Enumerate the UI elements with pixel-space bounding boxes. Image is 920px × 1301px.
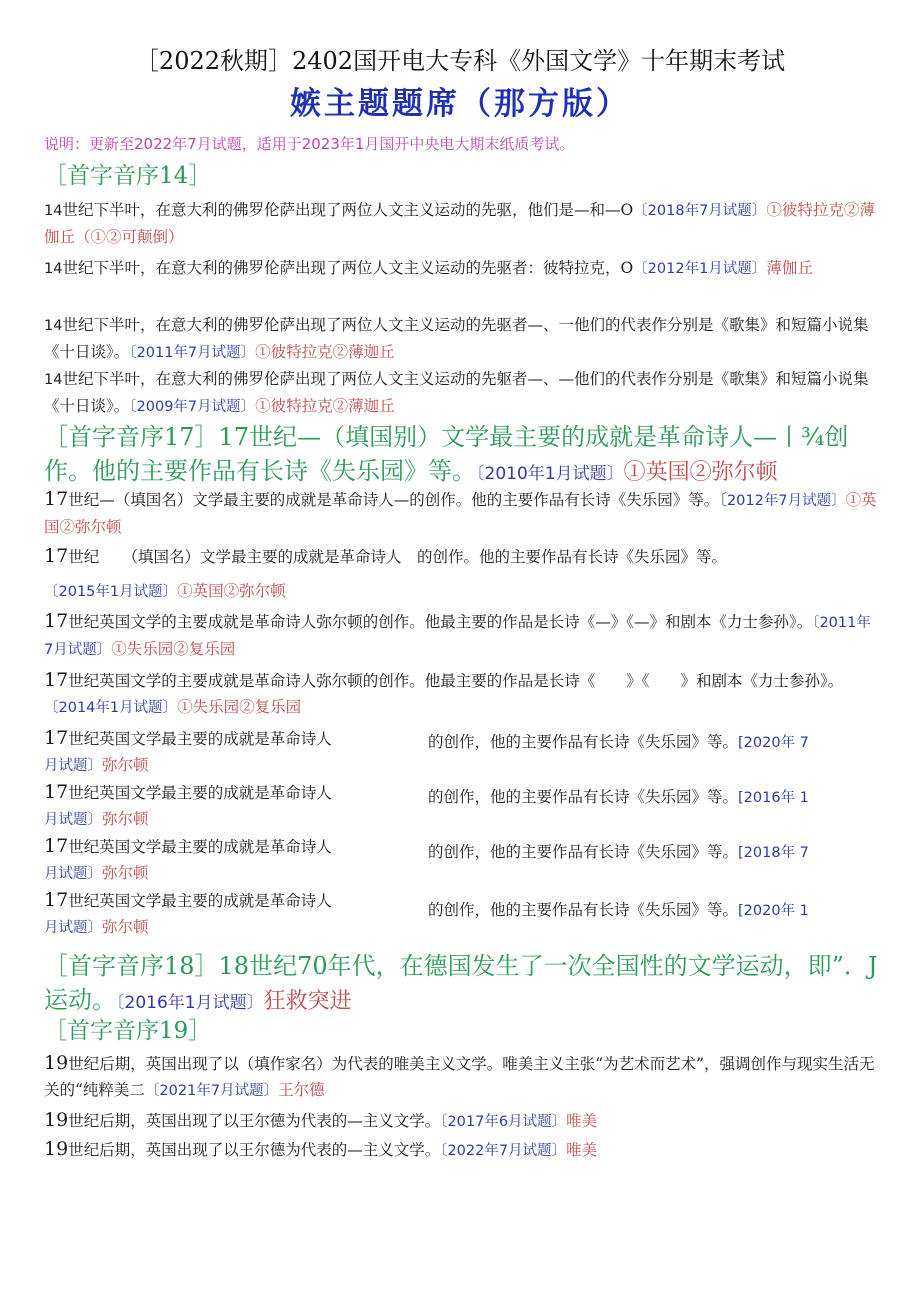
- question-number: 17: [44, 669, 69, 691]
- question-17-7-right: [428, 839, 809, 866]
- question-source: 〔2018年7月试题〕: [633, 203, 767, 219]
- question-answer: 弥尔顿: [102, 918, 149, 936]
- question-number: 19: [44, 1052, 69, 1074]
- question-source: 月试题〕: [44, 758, 102, 774]
- question-text: 世纪后期，英国出现了以王尔德为代表的—主义文学。: [68, 1112, 441, 1130]
- question-17-7-left: [44, 833, 404, 887]
- question-answer: 王尔德: [278, 1081, 325, 1099]
- question-14-3: [44, 312, 880, 366]
- question-answer: ①失乐园②复乐园: [111, 640, 236, 658]
- question-number: 17: [44, 610, 69, 632]
- question-19-1: [44, 1050, 880, 1104]
- question-text: 世纪英国文学最主要的成就是革命诗人: [68, 838, 332, 856]
- question-text: 世纪 （填国名）文学最主要的成就是革命诗人 的创作。他的主要作品有长诗《失乐园》等。: [68, 548, 727, 566]
- question-source: 〔2015年1月试题〕: [44, 584, 178, 600]
- question-text: 世纪英国文学最主要的成就是革命诗人: [68, 892, 332, 910]
- question-source: 〔2012年1月试题〕: [633, 261, 767, 277]
- question-source: 〔2014年1月试题〕: [44, 700, 178, 716]
- question-17-1: [44, 486, 880, 540]
- question-number: 14: [44, 318, 63, 334]
- question-14-2: [44, 255, 880, 282]
- question-answer: ①英国②弥尔顿: [177, 582, 286, 600]
- question-answer: ①英国②弥尔顿: [44, 491, 877, 536]
- question-17-5-left: [44, 725, 404, 779]
- question-number: 19: [44, 1109, 69, 1131]
- question-17-3: [44, 608, 880, 663]
- heading-answer: 狂救突进: [263, 989, 352, 1014]
- question-text: 世纪下半叶，在意大利的佛罗伦萨出现了两位人文主义运动的先驱，他们是—和—O: [62, 201, 634, 219]
- question-answer: 唯美: [566, 1141, 598, 1159]
- document-title: ［2022秋期］2402国开电大专科《外国文学》十年期末考试: [134, 47, 786, 75]
- question-text: 的创作，他的主要作品有长诗《失乐园》等。: [428, 788, 739, 806]
- question-text: 世纪后期，英国出现了以王尔德为代表的—主义文学。: [68, 1141, 441, 1159]
- document-subtitle: 嫉主题题席（那方版）: [290, 86, 630, 122]
- question-17-6-right: [428, 784, 809, 811]
- question-17-5-right: [428, 729, 809, 756]
- heading-answer: ①英国②弥尔顿: [623, 460, 778, 485]
- question-number: 19: [44, 1138, 69, 1160]
- question-text: 世纪英国文学的主要成就是革命诗人弥尔顿的创作。他最主要的作品是长诗《—》《—》和剧本《力士参孙》。: [68, 613, 813, 631]
- heading-text: ［首字音序18］18世纪70年代，在德国发生了一次全国性的文学运动，即”．J运动。: [44, 952, 878, 1014]
- question-source: 月试题〕: [44, 866, 102, 882]
- section-heading-17: [44, 420, 884, 491]
- question-number: 17: [44, 545, 69, 567]
- question-number: 14: [44, 372, 63, 388]
- section-heading-19: ［首字音序19］: [44, 1018, 212, 1044]
- question-number: 14: [44, 261, 63, 277]
- question-answer: ①彼特拉克②薄迦丘: [255, 343, 395, 361]
- question-answer: 薄伽丘: [766, 259, 813, 277]
- question-source: 〔2011年7月试题〕: [129, 345, 256, 361]
- question-number: 17: [44, 781, 69, 803]
- document-note: 说明：更新至2022年7月试题，适用于2023年1月国开中央电大期末纸质考试。: [44, 135, 575, 153]
- question-text: 的创作，他的主要作品有长诗《失乐园》等。: [428, 733, 739, 751]
- question-text: 世纪下半叶，在意大利的佛罗伦萨出现了两位人文主义运动的先驱者—、一他们的代表作分别是《歌集》和短篇小说集《十日谈》。: [44, 316, 869, 361]
- question-answer: 弥尔顿: [102, 810, 149, 828]
- question-text: 世纪下半叶，在意大利的佛罗伦萨出现了两位人文主义运动的先躯者—、—他们的代表作分别是《歌集》和短篇小说集《十日谈》。: [44, 370, 869, 415]
- question-number: 17: [44, 727, 69, 749]
- question-answer: ①失乐园②复乐园: [177, 698, 302, 716]
- question-source: 月试题〕: [44, 812, 102, 828]
- question-text: 世纪英国文学的主要成就是革命诗人弥尔顿的创作。他最主要的作品是长诗《 》《 》和剧本《力士参孙》。: [68, 672, 844, 690]
- question-text: 的创作，他的主要作品有长诗《失乐园》等。: [428, 843, 739, 861]
- question-19-3: [44, 1136, 880, 1164]
- question-source: 〔2022年7月试题〕: [440, 1143, 567, 1159]
- question-text: 世纪—（填国名）文学最主要的成就是革命诗人—的创作。他的主要作品有长诗《失乐园》等。〔: [68, 491, 727, 509]
- question-14-4: [44, 366, 880, 420]
- question-answer: 弥尔顿: [102, 864, 149, 882]
- question-answer: 弥尔顿: [102, 756, 149, 774]
- question-answer: ①彼特拉克②薄伽丘（①②可颠倒）: [44, 201, 875, 246]
- question-17-6-left: [44, 779, 404, 833]
- question-source: 〔2021年7月试题〕: [144, 1083, 279, 1099]
- question-source: [2018年 7: [738, 845, 809, 861]
- question-17-2-source-line: [44, 578, 880, 605]
- question-source: 2012年7月试题〕: [726, 493, 846, 509]
- question-text: 世纪英国文学最主要的成就是革命诗人: [68, 730, 332, 748]
- heading-source: 〔2016年1月试题〕: [116, 993, 264, 1013]
- question-source: [2020年 1: [738, 903, 809, 919]
- question-source: 〔2009年7月试题〕: [129, 399, 256, 415]
- question-14-1: [44, 197, 880, 250]
- question-number: 14: [44, 203, 63, 219]
- question-text: 世纪下半叶，在意大利的佛罗伦萨出现了两位人文主义运动的先驱者：彼特拉克，O: [62, 259, 634, 277]
- question-source: 〔2011年7月试题〕: [44, 615, 871, 658]
- section-heading-14: ［首字音序14］: [44, 163, 212, 189]
- question-text: 世纪后期，英国出现了以（填作家名）为代表的唯美主义文学。唯美主义主张“为艺术而艺术”，强调创作与现实生活无关的“纯粹美二: [44, 1055, 875, 1099]
- question-source: 〔2017年6月试题〕: [440, 1114, 567, 1130]
- question-source: [2020年 7: [738, 735, 809, 751]
- question-19-2: [44, 1107, 880, 1135]
- question-number: 17: [44, 889, 69, 911]
- question-text: 的创作，他的主要作品有长诗《失乐园》等。: [428, 901, 739, 919]
- question-17-2: [44, 543, 880, 570]
- heading-text: ［首字音序17］17世纪—（填国别）文学最主要的成就是革命诗人—丨¾创作。他的主要作品有长诗《失乐园》等。: [44, 423, 849, 485]
- question-answer: 唯美: [566, 1112, 598, 1130]
- section-heading-18: [44, 949, 884, 1020]
- question-source: [2016年 1: [738, 790, 809, 806]
- question-source: 月试题〕: [44, 920, 102, 936]
- question-number: 17: [44, 835, 69, 857]
- heading-source: 〔2010年1月试题〕: [476, 464, 624, 484]
- question-answer: ①彼特拉克②薄迦丘: [255, 397, 395, 415]
- question-number: 17: [44, 488, 69, 510]
- question-17-8-right: [428, 897, 809, 924]
- question-17-8-left: [44, 887, 404, 941]
- question-text: 世纪英国文学最主要的成就是革命诗人: [68, 784, 332, 802]
- question-17-4: [44, 667, 880, 721]
